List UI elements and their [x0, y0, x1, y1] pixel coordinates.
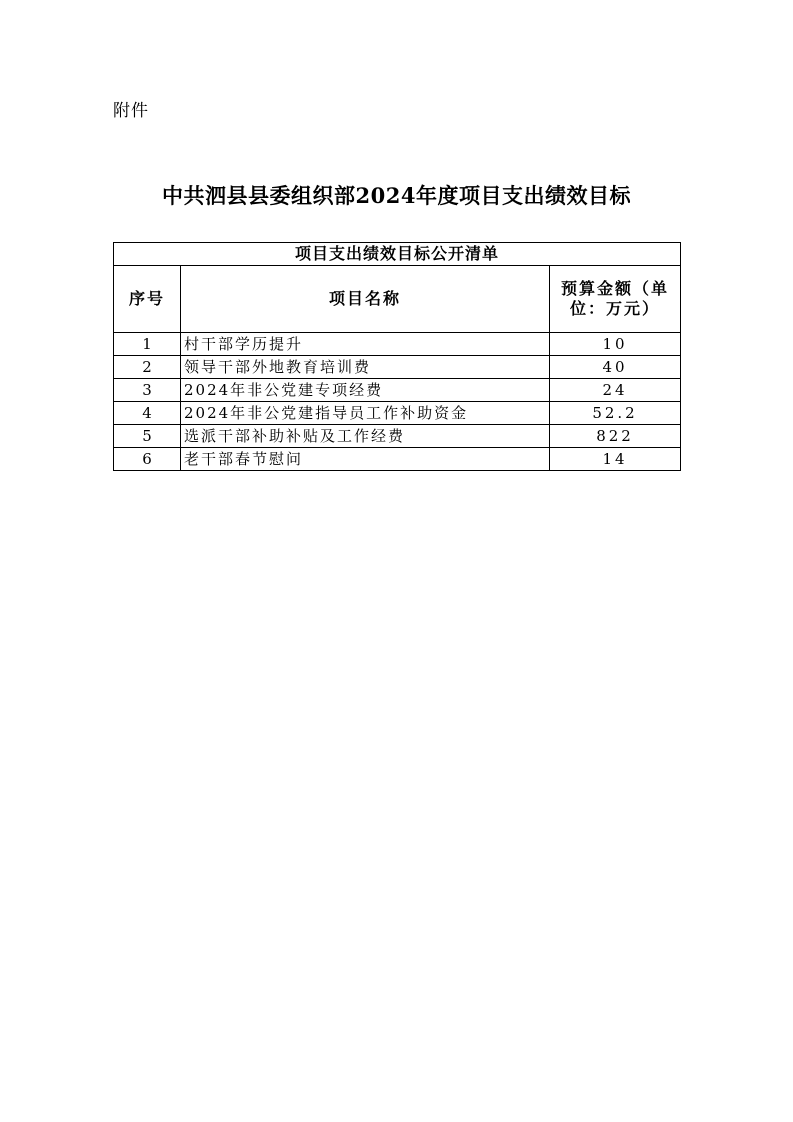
row-seq: 5 — [114, 425, 181, 448]
column-header-name: 项目名称 — [181, 266, 550, 333]
row-amount: 24 — [550, 379, 681, 402]
column-header-seq: 序号 — [114, 266, 181, 333]
table-row — [114, 402, 681, 425]
row-project-name: 老干部春节慰问 — [181, 448, 550, 471]
table-row — [114, 425, 681, 448]
row-amount: 52.2 — [550, 402, 681, 425]
row-seq: 1 — [114, 333, 181, 356]
table-row — [114, 448, 681, 471]
row-project-name: 2024年非公党建专项经费 — [181, 379, 550, 402]
row-amount: 14 — [550, 448, 681, 471]
attachment-label: 附件 — [113, 101, 149, 121]
table-header-row — [114, 266, 681, 333]
row-project-name: 2024年非公党建指导员工作补助资金 — [181, 402, 550, 425]
table-row — [114, 379, 681, 402]
document-title: 中共泗县县委组织部2024年度项目支出绩效目标 — [162, 183, 631, 208]
row-project-name: 村干部学历提升 — [181, 333, 550, 356]
performance-target-table — [113, 242, 681, 471]
row-project-name: 领导干部外地教育培训费 — [181, 356, 550, 379]
row-seq: 3 — [114, 379, 181, 402]
row-amount: 822 — [550, 425, 681, 448]
table-row — [114, 356, 681, 379]
row-project-name: 选派干部补助补贴及工作经费 — [181, 425, 550, 448]
table-caption-row — [114, 243, 681, 266]
row-amount: 40 — [550, 356, 681, 379]
row-amount: 10 — [550, 333, 681, 356]
table-row — [114, 333, 681, 356]
row-seq: 4 — [114, 402, 181, 425]
row-seq: 2 — [114, 356, 181, 379]
row-seq: 6 — [114, 448, 181, 471]
column-header-budget: 预算金额（单位：万元） — [550, 266, 681, 333]
table-caption: 项目支出绩效目标公开清单 — [114, 243, 681, 266]
